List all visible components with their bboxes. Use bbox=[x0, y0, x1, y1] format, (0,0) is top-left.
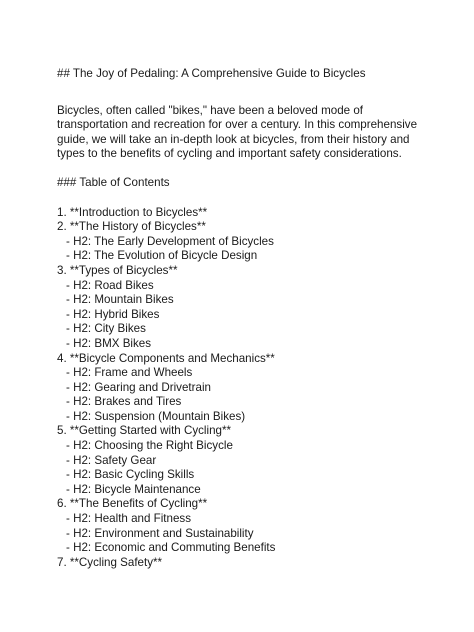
intro-line: guide, we will take an in-depth look at bicycles, from their history and bbox=[57, 132, 410, 146]
intro-paragraph bbox=[57, 104, 437, 162]
intro-line: Bicycles, often called "bikes," have been a beloved mode of bbox=[57, 103, 363, 117]
toc-subitem: - H2: Health and Fitness bbox=[66, 512, 192, 526]
toc-subitem: - H2: The Early Development of Bicycles bbox=[66, 234, 274, 248]
toc-item: 5. **Getting Started with Cycling** bbox=[57, 424, 231, 438]
toc-subitem: - H2: City Bikes bbox=[66, 322, 146, 336]
toc-heading: ### Table of Contents bbox=[57, 175, 170, 189]
toc-subitem: - H2: Economic and Commuting Benefits bbox=[66, 541, 276, 555]
toc-item: 6. **The Benefits of Cycling** bbox=[57, 497, 208, 511]
toc-item: 3. **Types of Bicycles** bbox=[57, 263, 178, 277]
toc-subitem: - H2: Safety Gear bbox=[66, 453, 157, 467]
toc-subitem: - H2: Gearing and Drivetrain bbox=[66, 380, 211, 394]
spacer bbox=[57, 191, 437, 206]
toc-subitem: - H2: Frame and Wheels bbox=[66, 366, 193, 380]
toc-subitem: - H2: Basic Cycling Skills bbox=[66, 468, 195, 482]
toc-subitem: - H2: Choosing the Right Bicycle bbox=[66, 439, 233, 453]
table-of-contents bbox=[57, 206, 437, 571]
toc-item: 7. **Cycling Safety** bbox=[57, 555, 163, 569]
intro-line: types to the benefits of cycling and important safety considerations. bbox=[57, 147, 402, 161]
toc-item: 2. **The History of Bicycles** bbox=[57, 220, 206, 234]
spacer bbox=[57, 162, 437, 176]
document-content bbox=[57, 67, 437, 570]
toc-subitem: - H2: Road Bikes bbox=[66, 278, 154, 292]
toc-subitem: - H2: Bicycle Maintenance bbox=[66, 482, 201, 496]
intro-line: transportation and recreation for over a century. In this comprehensive bbox=[57, 118, 418, 132]
toc-subitem: - H2: Environment and Sustainability bbox=[66, 526, 254, 540]
toc-subitem: - H2: Hybrid Bikes bbox=[66, 307, 160, 321]
toc-subitem: - H2: BMX Bikes bbox=[66, 336, 152, 350]
toc-subitem: - H2: Brakes and Tires bbox=[66, 395, 182, 409]
toc-subitem: - H2: The Evolution of Bicycle Design bbox=[66, 249, 258, 263]
spacer bbox=[57, 82, 437, 104]
toc-item: 4. **Bicycle Components and Mechanics** bbox=[57, 351, 275, 365]
toc-item: 1. **Introduction to Bicycles** bbox=[57, 205, 208, 219]
toc-subitem: - H2: Suspension (Mountain Bikes) bbox=[66, 409, 246, 423]
document-heading: ## The Joy of Pedaling: A Comprehensive Guide to Bicycles bbox=[57, 67, 366, 80]
toc-subitem: - H2: Mountain Bikes bbox=[66, 293, 174, 307]
